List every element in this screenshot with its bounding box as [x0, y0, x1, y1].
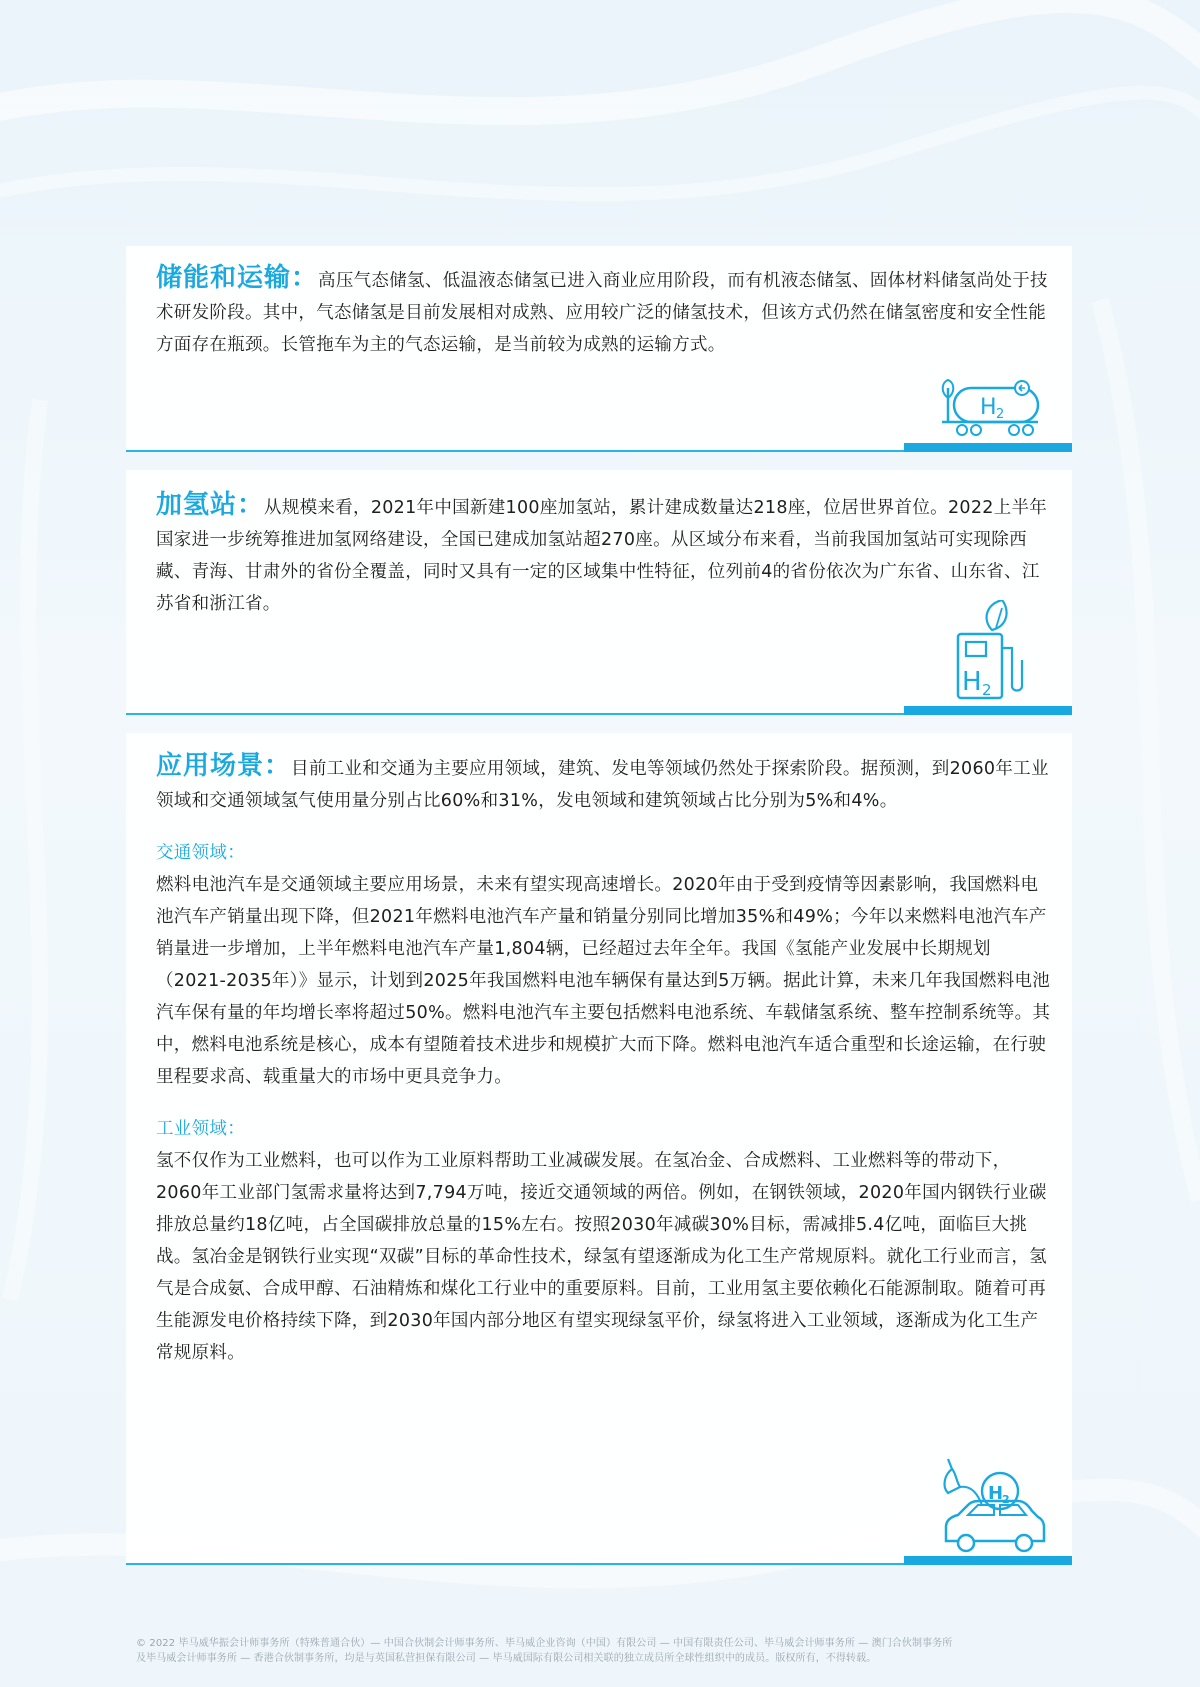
footer-line-2: 及毕马威会计师事务所 — 香港合伙制事务所，均是与英国私营担保有限公司 — 毕马威国际有限公司相关联的独立成员所全球性组织中的成员。版权所有，不得转载。 — [136, 1653, 877, 1664]
station-heading: 加氢站： — [156, 490, 265, 520]
application-heading: 应用场景： — [156, 751, 292, 781]
tank-h2-label: H — [980, 395, 997, 420]
storage-paragraph — [156, 262, 1056, 361]
card-accent-bar — [904, 443, 1072, 452]
station-text: 从规模来看，2021年中国新建100座加氢站，累计建成数量达218座，位居世界首位。2022上半年国家进一步统筹推进加氢网络建设，全国已建成加氢站超270座。从区域分布来看，当前我国加氢站可实现除西藏、青海、甘肃外的省份全覆盖，同时又具有一定的区域集中性特征，位列前4的省份依次为广东省、山东省、江苏省和浙江省。 — [156, 498, 1048, 614]
storage-text: 高压气态储氢、低温液态储氢已进入商业应用阶段，而有机液态储氢、固体材料储氢尚处于技术研发阶段。其中，气态储氢是目前发展相对成熟、应用较广泛的储氢技术，但该方式仍然在储氢密度和安全性能方面存在瓶颈。长管拖车为主的气态运输，是当前较为成熟的运输方式。 — [156, 271, 1048, 355]
h2-car-refuel-icon — [938, 1455, 1046, 1555]
hydrogen-pump-icon — [950, 600, 1030, 700]
car-h2-label: H — [988, 1483, 1004, 1504]
copyright-footer — [136, 1636, 1076, 1666]
transport-subheading: 交通领域： — [156, 843, 245, 863]
pump-h2-label: H — [962, 667, 982, 697]
application-section — [156, 750, 1056, 1369]
station-paragraph — [156, 489, 1056, 620]
footer-line-1: © 2022 毕马威华振会计师事务所（特殊普通合伙）— 中国合伙制会计师事务所、毕马威企业咨询（中国）有限公司 — 中国有限责任公司、毕马威会计师事务所 — 澳门合伙制事务所 — [136, 1638, 953, 1649]
storage-section — [156, 262, 1056, 361]
card-accent-bar — [904, 1556, 1072, 1565]
application-text: 目前工业和交通为主要应用领域，建筑、发电等领域仍然处于探索阶段。据预测，到2060年工业领域和交通领域氢气使用量分别占比60%和31%，发电领域和建筑领域占比分别为5%和4%。 — [156, 759, 1049, 811]
storage-heading: 储能和运输： — [156, 263, 319, 293]
industry-text: 氢不仅作为工业燃料，也可以作为工业原料帮助工业减碳发展。在氢冶金、合成燃料、工业燃料等的带动下，2060年工业部门氢需求量将达到7,794万吨，接近交通领域的两倍。例如，在钢铁领域，2020年国内钢铁行业碳排放总量约18亿吨，占全国碳排放总量的15%左右。按照2030年减碳30%目标，需减排5.4亿吨，面临巨大挑战。氢冶金是钢铁行业实现“双碳”目标的革命性技术，绿氢有望逐渐成为化工生产常规原料。就化工行业而言，氢气是合成氨、合成甲醇、石油精炼和煤化工行业中的重要原料。目前，工业用氢主要依赖化石能源制取。随着可再生能源发电价格持续下降，到2030年国内部分地区有望实现绿氢平价，绿氢将进入工业领域，逐渐成为化工生产常规原料。 — [156, 1151, 1047, 1363]
transport-text: 燃料电池汽车是交通领域主要应用场景，未来有望实现高速增长。2020年由于受到疫情等因素影响，我国燃料电池汽车产销量出现下降，但2021年燃料电池汽车产量和销量分别同比增加35%和49%；今年以来燃料电池汽车产销量进一步增加，上半年燃料电池汽车产量1,804辆，已经超过去年全年。我国《氢能产业发展中长期规划（2021-2035年）》显示，计划到2025年我国燃料电池车辆保有量达到5万辆。据此计算，未来几年我国燃料电池汽车保有量的年均增长率将超过50%。燃料电池汽车主要包括燃料电池系统、车载储氢系统、整车控制系统等。其中，燃料电池系统是核心，成本有望随着技术进步和规模扩大而下降。燃料电池汽车适合重型和长途运输，在行驶里程要求高、载重量大的市场中更具竞争力。 — [156, 875, 1051, 1087]
pump-h2-subscript: 2 — [982, 681, 992, 699]
application-paragraph — [156, 750, 1056, 817]
tank-h2-subscript: 2 — [996, 407, 1005, 422]
card-accent-bar — [904, 706, 1072, 715]
h2-tank-trailer-icon — [934, 378, 1046, 442]
car-h2-subscript: 2 — [1002, 1493, 1010, 1506]
station-section — [156, 489, 1056, 620]
industry-subheading: 工业领域： — [156, 1119, 245, 1139]
